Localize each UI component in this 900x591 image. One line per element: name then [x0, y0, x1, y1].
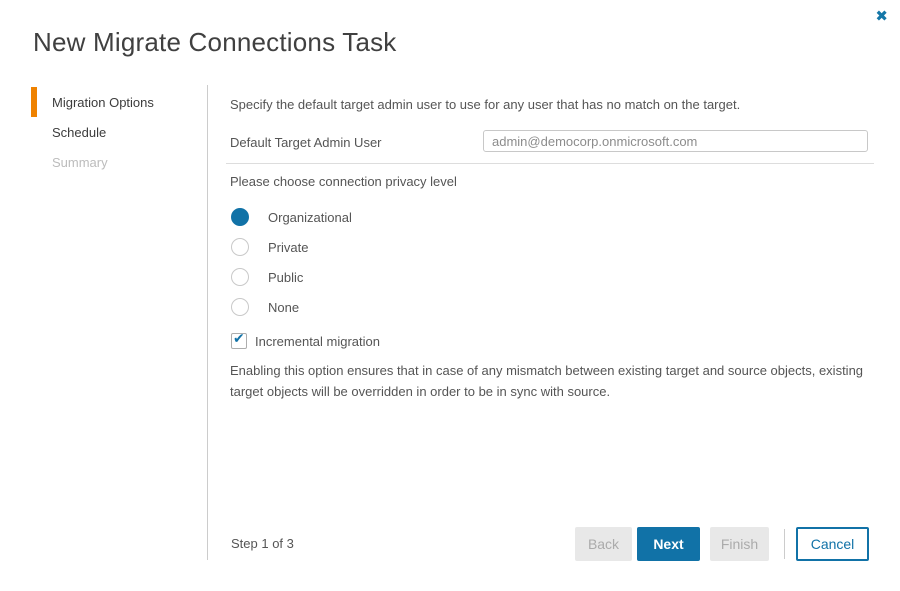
- radio-button-icon[interactable]: [231, 298, 249, 316]
- privacy-level-radio-group: [231, 202, 531, 322]
- wizard-steps-sidebar: [31, 87, 201, 177]
- close-icon[interactable]: ✖: [875, 8, 888, 25]
- radio-label: Private: [268, 239, 309, 255]
- sidebar-item-schedule[interactable]: [31, 117, 201, 147]
- finish-button[interactable]: Finish: [710, 527, 769, 561]
- sidebar-item-migration-options[interactable]: [31, 87, 201, 117]
- default-target-admin-user-label: Default Target Admin User: [230, 135, 382, 150]
- radio-public[interactable]: [231, 262, 531, 292]
- incremental-migration-label: Incremental migration: [255, 333, 380, 349]
- intro-text: Specify the default target admin user to use for any user that has no match on the target.: [230, 97, 741, 112]
- section-divider: [226, 163, 874, 164]
- checkbox-checked-icon[interactable]: [231, 330, 247, 349]
- cancel-button[interactable]: Cancel: [796, 527, 869, 561]
- radio-label: None: [268, 299, 300, 315]
- sidebar-item-summary: [31, 147, 201, 177]
- checkmark-icon: ✔: [233, 330, 245, 346]
- radio-label: Organizational: [268, 209, 352, 225]
- step-label: Migration Options: [52, 94, 154, 110]
- step-indicator: Step 1 of 3: [231, 536, 294, 551]
- active-step-indicator-bar: [31, 87, 37, 117]
- incremental-migration-description: Enabling this option ensures that in case of any mismatch between existing target and source objects, existing target objects will be overridden in order to be in sync with source.: [230, 363, 864, 399]
- next-button[interactable]: Next: [637, 527, 700, 561]
- sidebar-content-divider: [207, 85, 208, 560]
- radio-none[interactable]: [231, 292, 531, 322]
- default-target-admin-user-input[interactable]: [483, 130, 868, 152]
- radio-button-icon[interactable]: [231, 208, 249, 226]
- step-label: Schedule: [52, 124, 107, 140]
- incremental-migration-checkbox-row[interactable]: [231, 330, 380, 349]
- radio-label: Public: [268, 269, 304, 285]
- footer-button-divider: [784, 529, 785, 559]
- radio-private[interactable]: [231, 232, 531, 262]
- radio-button-icon[interactable]: [231, 238, 249, 256]
- dialog-title: New Migrate Connections Task: [33, 27, 397, 57]
- step-label: Summary: [52, 154, 108, 170]
- privacy-level-prompt: Please choose connection privacy level: [230, 174, 457, 189]
- radio-organizational[interactable]: [231, 202, 531, 232]
- back-button[interactable]: Back: [575, 527, 632, 561]
- radio-button-icon[interactable]: [231, 268, 249, 286]
